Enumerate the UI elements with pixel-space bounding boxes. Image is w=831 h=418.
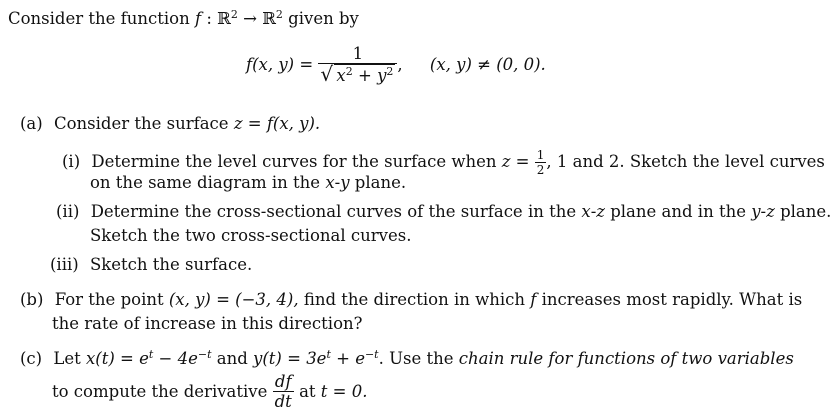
ii-end: plane. <box>774 202 831 221</box>
part-a <box>20 114 320 133</box>
part-c-yt: y(t) = 3e <box>253 349 327 368</box>
part-c-dot: . Use the <box>378 349 459 368</box>
part-b-post: increases most rapidly. What is <box>536 290 803 309</box>
part-c-minus4e: − 4e <box>153 349 198 368</box>
formula-sqrt: √ $x^2 + y^2$ <box>320 62 394 86</box>
part-c-xt: x(t) = e <box>85 349 149 368</box>
part-c-chain-rule: chain rule for functions of two variables <box>458 349 794 368</box>
part-c-label: (c) <box>20 349 43 368</box>
den-y: y <box>377 66 387 85</box>
half-fraction <box>535 148 547 177</box>
part-b-mid: find the direction in which <box>298 290 531 309</box>
den-x: x <box>336 66 346 85</box>
part-c-line1 <box>20 348 794 368</box>
part-c-t1: t <box>148 348 154 361</box>
formula-comma: , <box>397 55 403 74</box>
part-c-and: and <box>211 349 254 368</box>
part-a-label: (a) <box>20 114 43 133</box>
formula-fraction <box>318 44 397 85</box>
part-b-f: f <box>530 290 537 309</box>
part-c-let: Let <box>53 349 86 368</box>
half-den: 2 <box>536 163 545 177</box>
df-dt-fraction <box>273 372 294 411</box>
part-a-i-text: Determine the level curves for the surface when <box>91 152 502 171</box>
part-b-line2-text: the rate of increase in this direction? <box>52 314 363 333</box>
formula-condition: (x, y) ≠ (0, 0). <box>429 55 546 74</box>
den-x-exp: 2 <box>345 65 353 78</box>
part-b-point: (x, y) = (−3, 4), <box>168 290 299 309</box>
ii-z1: z <box>596 202 605 221</box>
part-a-text: Consider the surface <box>53 114 234 133</box>
ii-y: y <box>751 202 761 221</box>
part-a-i-x: x <box>325 173 335 192</box>
den-y-exp: 2 <box>386 65 394 78</box>
part-c-plus: + e <box>330 349 365 368</box>
part-a-ii-text: Determine the cross-sectional curves of the surface in the <box>90 202 582 221</box>
ii-z2: z <box>766 202 775 221</box>
part-a-iii <box>50 255 252 274</box>
part-c-t2: t <box>326 348 331 361</box>
part-a-i-line2-text: on the same diagram in the <box>90 173 326 192</box>
intro-line <box>8 8 359 28</box>
part-a-ii-line2 <box>90 226 411 245</box>
ii-x: x <box>581 202 591 221</box>
formula-line <box>246 44 546 85</box>
part-b-text: For the point <box>54 290 169 309</box>
part-a-i-label: (i) <box>62 152 81 171</box>
part-b-line1 <box>20 290 802 309</box>
part-a-i-dash: - <box>334 173 341 192</box>
den-plus: + <box>352 66 378 85</box>
part-a-iii-label: (iii) <box>50 255 79 274</box>
part-a-i-z: z = <box>501 152 530 171</box>
intro-tail: given by <box>282 9 359 28</box>
intro-e1: 2 <box>230 8 238 21</box>
part-c-line2-text: to compute the derivative <box>52 382 273 401</box>
part-c-line2 <box>52 372 368 411</box>
part-a-i-text2: , 1 and 2. Sketch the level curves <box>546 152 825 171</box>
intro-f: f <box>194 9 202 28</box>
part-a-ii-line2-text: Sketch the two cross-sectional curves. <box>90 226 412 245</box>
part-a-iii-text: Sketch the surface. <box>89 255 253 274</box>
formula-lhs: f(x, y) = <box>246 55 314 74</box>
part-b-line2 <box>52 314 362 333</box>
intro-e2: 2 <box>275 8 283 21</box>
ii-dash1: - <box>590 202 597 221</box>
ii-dash2: - <box>760 202 767 221</box>
intro-R2: ℝ <box>262 9 276 28</box>
part-a-i-y: y <box>340 173 350 192</box>
part-c-mt1: −t <box>197 348 212 361</box>
part-a-i-line2 <box>90 173 406 192</box>
formula-num: 1 <box>352 44 364 63</box>
part-a-ii-label: (ii) <box>56 202 80 221</box>
ii-mid: plane and in the <box>604 202 752 221</box>
formula-den <box>318 63 397 85</box>
part-b-label: (b) <box>20 290 44 309</box>
part-c-mt2: −t <box>364 348 379 361</box>
part-a-ii-line1 <box>56 202 831 221</box>
part-c-at: at <box>293 382 321 401</box>
part-a-math: z = f(x, y). <box>233 114 321 133</box>
dt: dt <box>274 392 292 411</box>
df: df <box>274 372 292 391</box>
intro-R1: ℝ <box>217 9 231 28</box>
part-c-t0: t = 0. <box>320 382 368 401</box>
intro-lead: Consider the function <box>8 9 195 28</box>
half-num: 1 <box>536 148 545 162</box>
intro-arrow: → <box>237 9 263 28</box>
intro-colon: : <box>201 9 218 28</box>
part-a-i-plane: plane. <box>349 173 407 192</box>
